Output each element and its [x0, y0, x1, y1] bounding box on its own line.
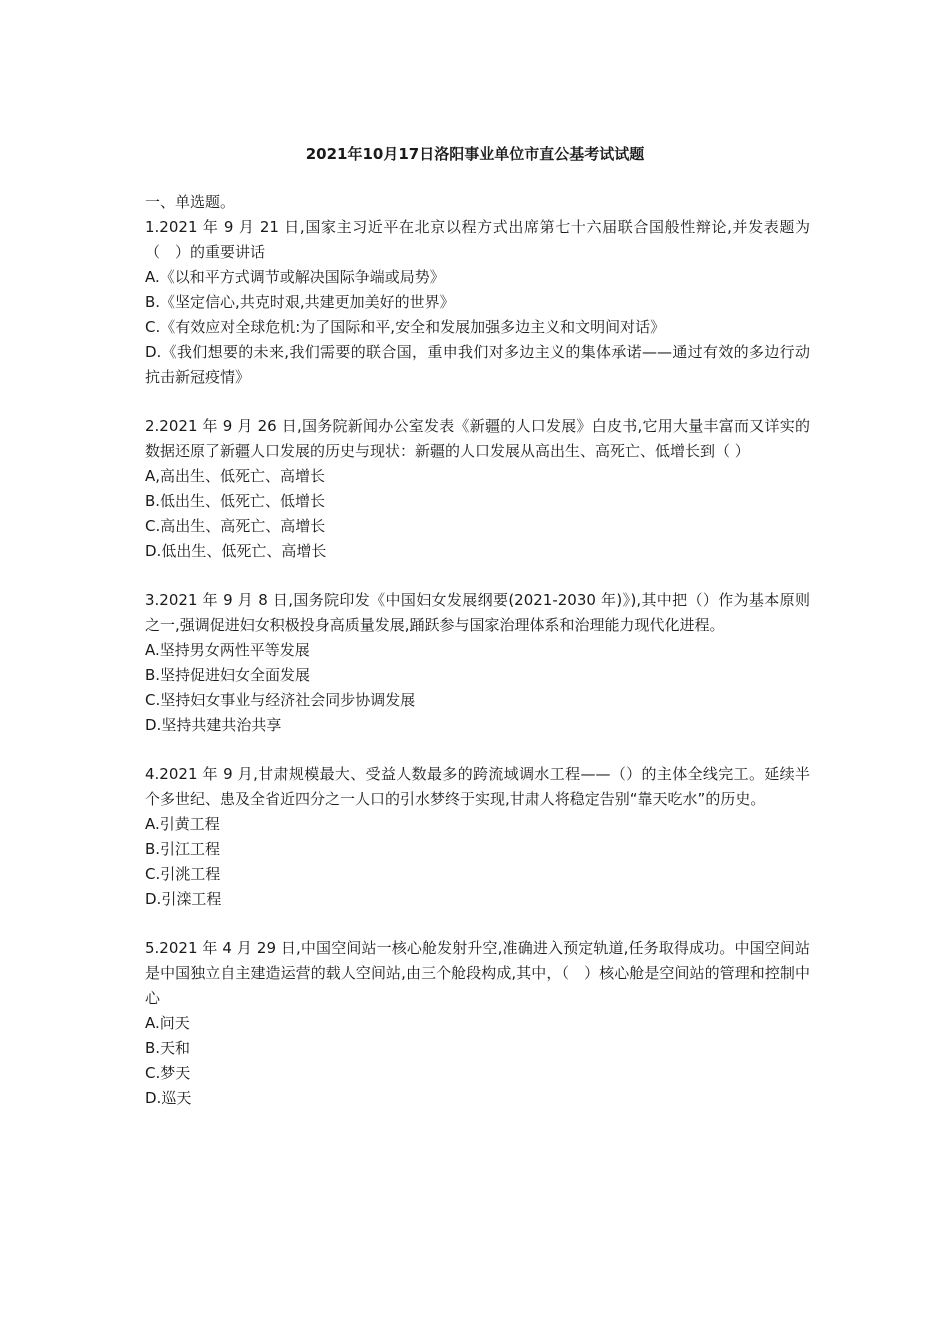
option-c: C.高出生、高死亡、高增长 [145, 517, 326, 535]
option-b: B.《坚定信心,共克时艰,共建更加美好的世界》 [145, 293, 455, 311]
option-d: D.坚持共建共治共享 [145, 716, 282, 734]
question-stem: 5.2021 年 4 月 29 日,中国空间站一核心舱发射升空,准确进入预定轨道,任务取得成功。中国空间站是中国独立自主建造运营的载人空间站,由三个舱段构成,其中，（ ）核心舱是空间站的管理和控制中心 [145, 939, 810, 1007]
option-d: D.《我们想要的未来,我们需要的联合国，重申我们对多边主义的集体承诺——通过有效的多边行动抗击新冠疫情》 [145, 343, 810, 386]
question-stem: 2.2021 年 9 月 26 日,国务院新闻办公室发表《新疆的人口发展》白皮书,它用大量丰富而又详实的数据还原了新疆人口发展的历史与现状：新疆的人口发展从高出生、高死亡、低增长到（ ） [145, 417, 810, 460]
option-c: C.引洮工程 [145, 865, 221, 883]
question-1 [145, 215, 810, 390]
option-c: C.坚持妇女事业与经济社会同步协调发展 [145, 691, 416, 709]
option-a: A.《以和平方式调节或解决国际争端或局势》 [145, 268, 445, 286]
option-a: A.坚持男女两性平等发展 [145, 641, 310, 659]
question-stem: 1.2021 年 9 月 21 日,国家主习近平在北京以程方式出席第七十六届联合国般性辩论,并发表题为（ ）的重要讲话 [145, 218, 810, 261]
option-b: B.低出生、低死亡、低增长 [145, 492, 326, 510]
question-stem: 3.2021 年 9 月 8 日,国务院印发《中国妇女发展纲要(2021-2030 年)》),其中把（）作为基本原则之一,强调促进妇女积极投身高质量发展,踊跃参与国家治理体系和治理能力现代化进程。 [145, 591, 810, 634]
option-a: A.问天 [145, 1014, 190, 1032]
question-2 [145, 414, 810, 564]
option-d: D.巡天 [145, 1089, 192, 1107]
question-5 [145, 936, 810, 1111]
option-d: D.低出生、低死亡、高增长 [145, 542, 327, 560]
option-d: D.引滦工程 [145, 890, 222, 908]
option-b: B.引江工程 [145, 840, 221, 858]
option-b: B.坚持促进妇女全面发展 [145, 666, 311, 684]
option-a: A,高出生、低死亡、高增长 [145, 467, 326, 485]
option-c: C.梦天 [145, 1064, 191, 1082]
document-body [145, 190, 810, 1135]
option-a: A.引黄工程 [145, 815, 220, 833]
question-stem: 4.2021 年 9 月,甘肃规模最大、受益人数最多的跨流域调水工程——（）的主体全线完工。延续半个多世纪、患及全省近四分之一人口的引水梦终于实现,甘肃人将稳定告别“靠天吃水”的历史。 [145, 765, 810, 808]
option-c: C.《有效应对全球危机:为了国际和平,安全和发展加强多边主义和文明间对话》 [145, 318, 666, 336]
question-3 [145, 588, 810, 738]
question-4 [145, 762, 810, 912]
section-heading: 一、单选题。 [145, 193, 236, 211]
document-title: 2021年10月17日洛阳事业单位市直公基考试试题 [305, 145, 645, 163]
option-b: B.天和 [145, 1039, 191, 1057]
